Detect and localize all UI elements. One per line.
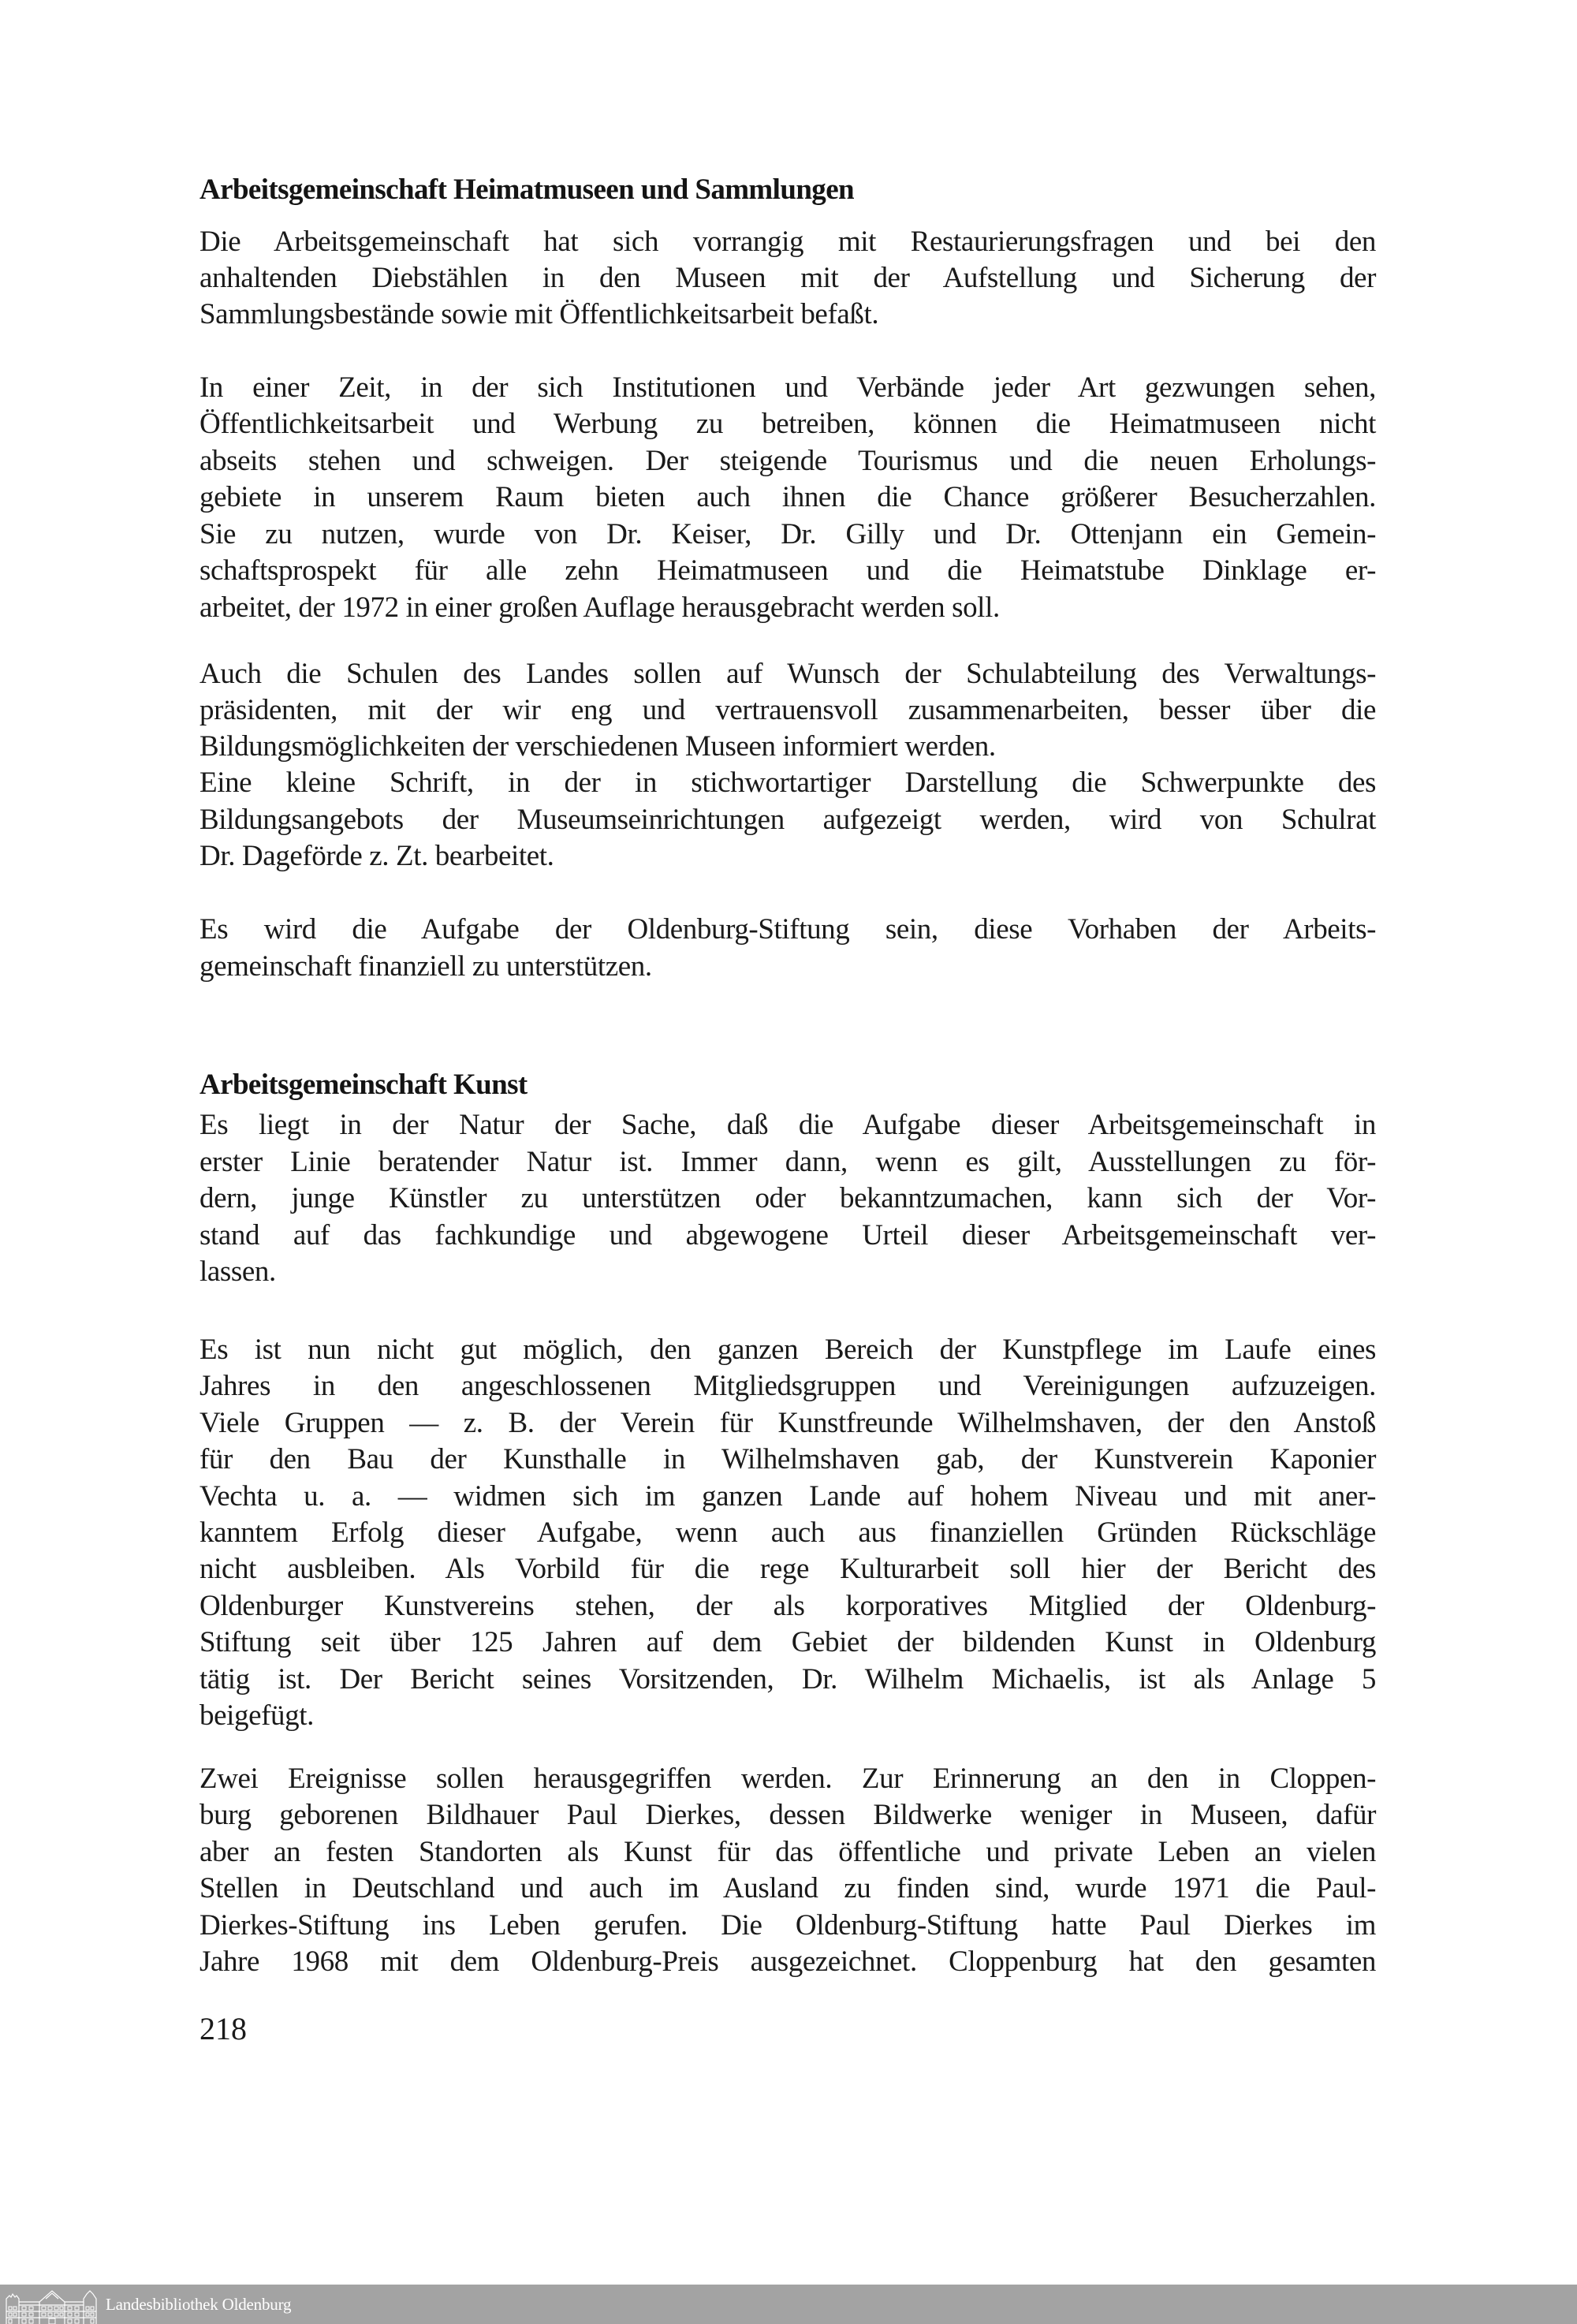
text-line: Öffentlichkeitsarbeit und Werbung zu betreiben, können die Heimatmuseen nicht [199, 408, 1376, 440]
text-line: Jahres in den angeschlossenen Mitgliedsgruppen und Vereinigungen aufzuzeigen. [199, 1370, 1376, 1402]
text-line: Sammlungsbestände sowie mit Öffentlichkeitsarbeit befaßt. [199, 298, 879, 330]
text-line: lassen. [199, 1255, 276, 1288]
section-heading-kunst: Arbeitsgemeinschaft Kunst [199, 1069, 528, 1101]
text-line: für den Bau der Kunsthalle in Wilhelmshaven gab, der Kunstverein Kaponier [199, 1443, 1376, 1475]
footer-bar [0, 2285, 1577, 2324]
text-line: präsidenten, mit der wir eng und vertrauensvoll zusammenarbeiten, besser über die [199, 694, 1376, 726]
text-line: beigefügt. [199, 1699, 314, 1732]
text-line: aber an festen Standorten als Kunst für das öffentliche und private Leben an vielen [199, 1836, 1376, 1868]
text-line: kanntem Erfolg dieser Aufgabe, wenn auch aus finanziellen Gründen Rückschläge [199, 1516, 1376, 1549]
text-line: Sie zu nutzen, wurde von Dr. Keiser, Dr. Gilly und Dr. Ottenjann ein Gemein- [199, 518, 1376, 550]
text-line: Stellen in Deutschland und auch im Ausland zu finden sind, wurde 1971 die Paul- [199, 1872, 1376, 1904]
text-line: Zwei Ereignisse sollen herausgegriffen werden. Zur Erinnerung an den in Cloppen- [199, 1763, 1376, 1795]
text-line: Es wird die Aufgabe der Oldenburg-Stiftung sein, diese Vorhaben der Arbeits- [199, 913, 1376, 946]
text-line: Eine kleine Schrift, in der in stichwortartiger Darstellung die Schwerpunkte des [199, 767, 1376, 799]
text-line: schaftsprospekt für alle zehn Heimatmuseen und die Heimatstube Dinklage er- [199, 554, 1376, 587]
text-line: Es ist nun nicht gut möglich, den ganzen Bereich der Kunstpflege im Laufe eines [199, 1334, 1376, 1366]
section-heading-heimatmuseen: Arbeitsgemeinschaft Heimatmuseen und Sammlungen [199, 173, 854, 206]
text-line: Dr. Dageförde z. Zt. bearbeitet. [199, 840, 554, 872]
text-line: nicht ausbleiben. Als Vorbild für die rege Kulturarbeit soll hier der Bericht des [199, 1553, 1376, 1585]
text-line: Stiftung seit über 125 Jahren auf dem Gebiet der bildenden Kunst in Oldenburg [199, 1626, 1376, 1658]
library-building-icon [5, 2289, 98, 2324]
text-line: erster Linie beratender Natur ist. Immer dann, wenn es gilt, Ausstellungen zu för- [199, 1146, 1376, 1178]
text-line: Bildungsangebots der Museumseinrichtungen aufgezeigt werden, wird von Schulrat [199, 804, 1376, 836]
text-line: stand auf das fachkundige und abgewogene Urteil dieser Arbeitsgemeinschaft ver- [199, 1219, 1376, 1252]
text-line: Vechta u. a. — widmen sich im ganzen Lande auf hohem Niveau und mit aner- [199, 1480, 1376, 1513]
text-line: Es liegt in der Natur der Sache, daß die Aufgabe dieser Arbeitsgemeinschaft in [199, 1109, 1376, 1141]
text-line: tätig ist. Der Bericht seines Vorsitzenden, Dr. Wilhelm Michaelis, ist als Anlage 5 [199, 1663, 1376, 1695]
text-line: Jahre 1968 mit dem Oldenburg-Preis ausgezeichnet. Cloppenburg hat den gesamten [199, 1945, 1376, 1978]
text-line: gebiete in unserem Raum bieten auch ihnen die Chance größerer Besucherzahlen. [199, 481, 1376, 513]
text-line: gemeinschaft finanziell zu unterstützen. [199, 950, 652, 983]
text-line: abseits stehen und schweigen. Der steigende Tourismus und die neuen Erholungs- [199, 445, 1376, 477]
footer-library-name: Landesbibliothek Oldenburg [106, 2294, 292, 2314]
text-line: In einer Zeit, in der sich Institutionen und Verbände jeder Art gezwungen sehen, [199, 371, 1376, 404]
text-line: Auch die Schulen des Landes sollen auf Wunsch der Schulabteilung des Verwaltungs- [199, 658, 1376, 690]
text-line: Viele Gruppen — z. B. der Verein für Kunstfreunde Wilhelmshaven, der den Anstoß [199, 1407, 1376, 1439]
text-line: Bildungsmöglichkeiten der verschiedenen Museen informiert werden. [199, 730, 996, 763]
text-line: burg geborenen Bildhauer Paul Dierkes, dessen Bildwerke weniger in Museen, dafür [199, 1799, 1376, 1831]
page-number: 218 [199, 2011, 247, 2046]
text-line: arbeitet, der 1972 in einer großen Auflage herausgebracht werden soll. [199, 591, 1000, 624]
text-line: Oldenburger Kunstvereins stehen, der als korporatives Mitglied der Oldenburg- [199, 1590, 1376, 1622]
text-line: Die Arbeitsgemeinschaft hat sich vorrangig mit Restaurierungsfragen und bei den [199, 226, 1376, 258]
text-line: anhaltenden Diebstählen in den Museen mit der Aufstellung und Sicherung der [199, 262, 1376, 294]
text-line: Dierkes-Stiftung ins Leben gerufen. Die Oldenburg-Stiftung hatte Paul Dierkes im [199, 1909, 1376, 1942]
text-line: dern, junge Künstler zu unterstützen oder bekanntzumachen, kann sich der Vor- [199, 1182, 1376, 1214]
